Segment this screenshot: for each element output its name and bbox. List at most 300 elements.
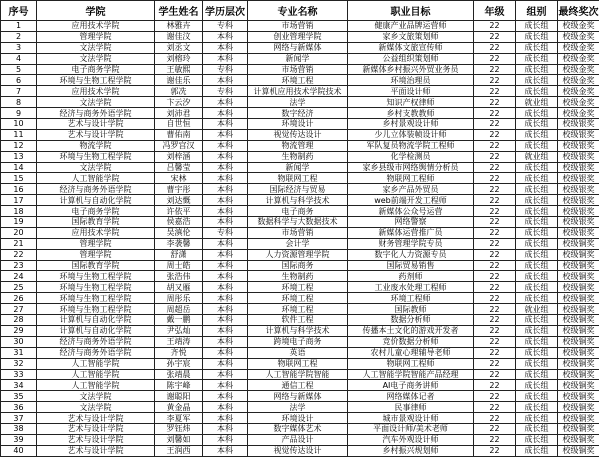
cell-major: 环境设计 [248, 413, 348, 424]
cell-index: 17 [1, 195, 37, 206]
cell-grade: 22 [474, 402, 516, 413]
cell-student-name: 周超岳 [155, 304, 203, 315]
cell-education-level: 本科 [203, 31, 248, 42]
cell-education-level: 本科 [203, 369, 248, 380]
cell-student-name: 王润西 [155, 445, 203, 456]
cell-grade: 22 [474, 75, 516, 86]
table-row [1, 358, 599, 369]
cell-final-award: 校级银奖 [558, 173, 599, 184]
table-row [1, 86, 599, 97]
cell-career-goal: 军队复员物流学院工程师 [348, 140, 474, 151]
table-row [1, 325, 599, 336]
cell-final-award: 校级金奖 [558, 97, 599, 108]
cell-college: 经济与商务外语学院 [37, 347, 155, 358]
cell-college: 文法学院 [37, 42, 155, 53]
cell-group: 成长组 [516, 380, 558, 391]
cell-college: 艺术与设计学院 [37, 423, 155, 434]
table-row [1, 129, 599, 140]
cell-college: 管理学院 [37, 249, 155, 260]
cell-career-goal: 化学检测员 [348, 151, 474, 162]
cell-group: 成长组 [516, 217, 558, 228]
cell-education-level: 本科 [203, 140, 248, 151]
cell-career-goal: 数字化人力资源专员 [348, 249, 474, 260]
cell-education-level: 本科 [203, 358, 248, 369]
cell-group: 成长组 [516, 434, 558, 445]
cell-education-level: 本科 [203, 184, 248, 195]
cell-grade: 22 [474, 129, 516, 140]
cell-major: 新闻学 [248, 162, 348, 173]
cell-major: 物流管理 [248, 140, 348, 151]
cell-index: 24 [1, 271, 37, 282]
cell-grade: 22 [474, 315, 516, 326]
cell-final-award: 校级铜奖 [558, 293, 599, 304]
cell-major: 市场营销 [248, 64, 348, 75]
cell-college: 管理学院 [37, 31, 155, 42]
cell-student-name: 卞云汐 [155, 97, 203, 108]
cell-final-award: 校级铜奖 [558, 271, 599, 282]
cell-college: 应用技术学院 [37, 21, 155, 32]
cell-student-name: 周彤乐 [155, 293, 203, 304]
cell-group: 成长组 [516, 293, 558, 304]
cell-career-goal: 新媒体乡村振兴外贸业务员 [348, 64, 474, 75]
cell-career-goal: 物联网工程师 [348, 173, 474, 184]
cell-education-level: 本科 [203, 42, 248, 53]
cell-group: 就业组 [516, 97, 558, 108]
cell-career-goal: 乡村支教教师 [348, 108, 474, 119]
cell-final-award: 校级银奖 [558, 206, 599, 217]
cell-group: 成长组 [516, 206, 558, 217]
cell-grade: 22 [474, 282, 516, 293]
cell-education-level: 本科 [203, 380, 248, 391]
cell-student-name: 曹佑南 [155, 129, 203, 140]
cell-grade: 22 [474, 21, 516, 32]
cell-final-award: 校级铜奖 [558, 347, 599, 358]
cell-index: 13 [1, 151, 37, 162]
cell-final-award: 校级铜奖 [558, 391, 599, 402]
cell-grade: 22 [474, 173, 516, 184]
cell-major: 环境设计 [248, 119, 348, 130]
cell-grade: 22 [474, 336, 516, 347]
cell-group: 成长组 [516, 391, 558, 402]
cell-group: 成长组 [516, 75, 558, 86]
cell-final-award: 校级金奖 [558, 31, 599, 42]
cell-final-award: 校级银奖 [558, 217, 599, 228]
table-row [1, 413, 599, 424]
cell-college: 人工智能学院 [37, 358, 155, 369]
cell-college: 电子商务学院 [37, 206, 155, 217]
cell-career-goal: 家乡产品外贸员 [348, 184, 474, 195]
cell-index: 15 [1, 173, 37, 184]
cell-index: 29 [1, 325, 37, 336]
cell-college: 经济与商务外语学院 [37, 108, 155, 119]
cell-college: 文法学院 [37, 402, 155, 413]
cell-grade: 22 [474, 358, 516, 369]
cell-final-award: 校级金奖 [558, 42, 599, 53]
cell-career-goal: 新媒体公众号运营 [348, 206, 474, 217]
cell-index: 39 [1, 434, 37, 445]
cell-final-award: 校级铜奖 [558, 445, 599, 456]
cell-group: 成长组 [516, 129, 558, 140]
cell-grade: 22 [474, 140, 516, 151]
cell-education-level: 本科 [203, 217, 248, 228]
cell-major: 视觉传达设计 [248, 445, 348, 456]
cell-grade: 22 [474, 64, 516, 75]
cell-college: 环境与生物工程学院 [37, 304, 155, 315]
cell-group: 成长组 [516, 21, 558, 32]
table-row [1, 380, 599, 391]
cell-index: 40 [1, 445, 37, 456]
cell-grade: 22 [474, 347, 516, 358]
cell-group: 就业组 [516, 304, 558, 315]
cell-student-name: 许依平 [155, 206, 203, 217]
cell-final-award: 校级铜奖 [558, 260, 599, 271]
cell-group: 成长组 [516, 86, 558, 97]
table-row [1, 434, 599, 445]
cell-college: 文法学院 [37, 97, 155, 108]
cell-group: 成长组 [516, 402, 558, 413]
cell-career-goal: 城市景观设计师 [348, 413, 474, 424]
table-row [1, 391, 599, 402]
cell-final-award: 校级铜奖 [558, 304, 599, 315]
table-row [1, 119, 599, 130]
cell-final-award: 校级铜奖 [558, 380, 599, 391]
cell-grade: 22 [474, 108, 516, 119]
table-row [1, 195, 599, 206]
table-row [1, 108, 599, 119]
column-header-college: 学院 [37, 1, 155, 21]
cell-final-award: 校级铜奖 [558, 413, 599, 424]
cell-student-name: 舒潇 [155, 249, 203, 260]
cell-college: 物流学院 [37, 140, 155, 151]
cell-major: 法学 [248, 402, 348, 413]
cell-career-goal: 知识产权律师 [348, 97, 474, 108]
cell-group: 成长组 [516, 347, 558, 358]
cell-college: 艺术与设计学院 [37, 434, 155, 445]
cell-college: 电子商务学院 [37, 64, 155, 75]
cell-final-award: 校级铜奖 [558, 238, 599, 249]
cell-education-level: 本科 [203, 402, 248, 413]
table-row [1, 53, 599, 64]
cell-group: 成长组 [516, 162, 558, 173]
cell-student-name: 宋林 [155, 173, 203, 184]
cell-final-award: 校级金奖 [558, 108, 599, 119]
cell-final-award: 校级铜奖 [558, 336, 599, 347]
cell-major: 网络与新媒体 [248, 42, 348, 53]
cell-major: 新闻学 [248, 53, 348, 64]
cell-student-name: 吕馨莹 [155, 162, 203, 173]
cell-student-name: 王靖涛 [155, 336, 203, 347]
cell-career-goal: 家乡县级市网络舆情分析员 [348, 162, 474, 173]
cell-index: 14 [1, 162, 37, 173]
cell-college: 环境与生物工程学院 [37, 271, 155, 282]
cell-college: 环境与生物工程学院 [37, 151, 155, 162]
cell-index: 19 [1, 217, 37, 228]
cell-grade: 22 [474, 53, 516, 64]
cell-index: 35 [1, 391, 37, 402]
table-row [1, 206, 599, 217]
column-header-career-goal: 职业目标 [348, 1, 474, 21]
cell-grade: 22 [474, 325, 516, 336]
table-row [1, 173, 599, 184]
cell-final-award: 校级铜奖 [558, 358, 599, 369]
cell-index: 28 [1, 315, 37, 326]
cell-final-award: 校级金奖 [558, 86, 599, 97]
cell-career-goal: 工业废水处理工程师 [348, 282, 474, 293]
table-row [1, 293, 599, 304]
cell-index: 33 [1, 369, 37, 380]
cell-major: 环境工程 [248, 304, 348, 315]
table-row [1, 271, 599, 282]
cell-group: 成长组 [516, 42, 558, 53]
cell-grade: 22 [474, 162, 516, 173]
cell-student-name: 谢佳乐 [155, 75, 203, 86]
cell-major: 国际经济与贸易 [248, 184, 348, 195]
cell-career-goal: 新媒体文旅宣传师 [348, 42, 474, 53]
cell-index: 22 [1, 249, 37, 260]
cell-major: 计算机应用技术学院技术 [248, 86, 348, 97]
cell-college: 艺术与设计学院 [37, 129, 155, 140]
table-row [1, 97, 599, 108]
cell-career-goal: 网络媒体记者 [348, 391, 474, 402]
cell-education-level: 本科 [203, 304, 248, 315]
cell-student-name: 郭冼 [155, 86, 203, 97]
cell-grade: 22 [474, 413, 516, 424]
cell-career-goal: 新媒体运营推广员 [348, 227, 474, 238]
cell-college: 环境与生物工程学院 [37, 293, 155, 304]
cell-student-name: 戴一鹏 [155, 315, 203, 326]
cell-career-goal: 平面设计师/美术老师 [348, 423, 474, 434]
cell-index: 3 [1, 42, 37, 53]
cell-grade: 22 [474, 304, 516, 315]
cell-group: 成长组 [516, 64, 558, 75]
table-row [1, 423, 599, 434]
cell-final-award: 校级金奖 [558, 75, 599, 86]
cell-education-level: 本科 [203, 195, 248, 206]
cell-major: 国际商务 [248, 260, 348, 271]
cell-grade: 22 [474, 445, 516, 456]
cell-education-level: 本科 [203, 53, 248, 64]
cell-major: 会计学 [248, 238, 348, 249]
cell-college: 计算机与自动化学院 [37, 315, 155, 326]
cell-index: 18 [1, 206, 37, 217]
cell-index: 1 [1, 21, 37, 32]
cell-student-name: 吴滇伦 [155, 227, 203, 238]
cell-group: 成长组 [516, 260, 558, 271]
cell-final-award: 校级金奖 [558, 64, 599, 75]
cell-college: 应用技术学院 [37, 86, 155, 97]
cell-career-goal: 环境工程师 [348, 293, 474, 304]
cell-education-level: 本科 [203, 271, 248, 282]
column-header-group: 组别 [516, 1, 558, 21]
cell-final-award: 校级铜奖 [558, 325, 599, 336]
cell-final-award: 校级铜奖 [558, 282, 599, 293]
cell-student-name: 谢佳汶 [155, 31, 203, 42]
cell-student-name: 自世恒 [155, 119, 203, 130]
column-header-major: 专业名称 [248, 1, 348, 21]
cell-college: 经济与商务外语学院 [37, 184, 155, 195]
cell-index: 37 [1, 413, 37, 424]
cell-education-level: 本科 [203, 293, 248, 304]
cell-group: 成长组 [516, 195, 558, 206]
cell-index: 30 [1, 336, 37, 347]
cell-grade: 22 [474, 249, 516, 260]
cell-index: 34 [1, 380, 37, 391]
table-row [1, 151, 599, 162]
cell-student-name: 侯嘉浩 [155, 217, 203, 228]
cell-student-name: 陈宇峰 [155, 380, 203, 391]
cell-grade: 22 [474, 184, 516, 195]
cell-college: 艺术与设计学院 [37, 413, 155, 424]
table-row [1, 315, 599, 326]
cell-career-goal: 民事律师 [348, 402, 474, 413]
cell-career-goal: 公益组织策划师 [348, 53, 474, 64]
cell-major: 数字经济 [248, 108, 348, 119]
cell-student-name: 冯罗宫汉 [155, 140, 203, 151]
cell-education-level: 本科 [203, 129, 248, 140]
cell-education-level: 本科 [203, 249, 248, 260]
cell-grade: 22 [474, 293, 516, 304]
cell-final-award: 校级银奖 [558, 195, 599, 206]
cell-group: 成长组 [516, 445, 558, 456]
cell-index: 10 [1, 119, 37, 130]
table-row [1, 402, 599, 413]
cell-grade: 22 [474, 391, 516, 402]
cell-college: 计算机与自动化学院 [37, 325, 155, 336]
cell-group: 成长组 [516, 358, 558, 369]
cell-career-goal: AI电子商务讲师 [348, 380, 474, 391]
cell-index: 4 [1, 53, 37, 64]
cell-group: 成长组 [516, 31, 558, 42]
table-row [1, 162, 599, 173]
cell-index: 23 [1, 260, 37, 271]
cell-major: 环境工程 [248, 293, 348, 304]
cell-college: 管理学院 [37, 238, 155, 249]
cell-career-goal: 网络警察 [348, 217, 474, 228]
cell-group: 成长组 [516, 173, 558, 184]
cell-education-level: 专科 [203, 227, 248, 238]
cell-major: 人工智能学院智能 [248, 369, 348, 380]
cell-student-name: 李袭馨 [155, 238, 203, 249]
table-row [1, 217, 599, 228]
cell-student-name: 胡又雁 [155, 282, 203, 293]
cell-index: 8 [1, 97, 37, 108]
cell-major: 物联网工程 [248, 358, 348, 369]
column-header-student-name: 学生姓名 [155, 1, 203, 21]
cell-education-level: 本科 [203, 260, 248, 271]
cell-career-goal: 人工智能学院智能产品经理 [348, 369, 474, 380]
cell-grade: 22 [474, 369, 516, 380]
cell-education-level: 本科 [203, 423, 248, 434]
cell-major: 网络与新媒体 [248, 391, 348, 402]
cell-career-goal: 少儿立体装帧设计师 [348, 129, 474, 140]
cell-education-level: 本科 [203, 119, 248, 130]
cell-major: 市场营销 [248, 21, 348, 32]
cell-grade: 22 [474, 423, 516, 434]
cell-college: 计算机与自动化学院 [37, 195, 155, 206]
cell-final-award: 校级铜奖 [558, 369, 599, 380]
cell-career-goal: 传播本土文化的游戏开发者 [348, 325, 474, 336]
cell-career-goal: 平面设计师 [348, 86, 474, 97]
cell-career-goal: 药剂师 [348, 271, 474, 282]
cell-grade: 22 [474, 227, 516, 238]
cell-student-name: 刘馨如 [155, 434, 203, 445]
cell-group: 成长组 [516, 238, 558, 249]
cell-student-name: 孙宇宸 [155, 358, 203, 369]
cell-career-goal: 财务管理学院专员 [348, 238, 474, 249]
cell-final-award: 校级金奖 [558, 53, 599, 64]
cell-student-name: 张靖晨 [155, 369, 203, 380]
cell-major: 环境工程 [248, 75, 348, 86]
cell-group: 成长组 [516, 53, 558, 64]
cell-education-level: 专科 [203, 64, 248, 75]
column-header-education-level: 学历层次 [203, 1, 248, 21]
table-row [1, 64, 599, 75]
cell-student-name: 刘丞文 [155, 42, 203, 53]
cell-grade: 22 [474, 217, 516, 228]
cell-grade: 22 [474, 206, 516, 217]
cell-education-level: 本科 [203, 325, 248, 336]
column-header-final-award: 最终奖次 [558, 1, 599, 21]
cell-major: 数字媒体艺术 [248, 423, 348, 434]
cell-group: 成长组 [516, 325, 558, 336]
cell-group: 成长组 [516, 423, 558, 434]
cell-education-level: 本科 [203, 108, 248, 119]
table-row [1, 227, 599, 238]
cell-education-level: 本科 [203, 75, 248, 86]
cell-index: 25 [1, 282, 37, 293]
cell-grade: 22 [474, 97, 516, 108]
cell-education-level: 本科 [203, 445, 248, 456]
cell-group: 成长组 [516, 315, 558, 326]
cell-final-award: 校级铜奖 [558, 434, 599, 445]
cell-grade: 22 [474, 86, 516, 97]
cell-education-level: 本科 [203, 282, 248, 293]
cell-college: 人工智能学院 [37, 173, 155, 184]
table-row [1, 75, 599, 86]
cell-education-level: 专科 [203, 86, 248, 97]
cell-education-level: 本科 [203, 206, 248, 217]
cell-career-goal: 健康产业品牌运营师 [348, 21, 474, 32]
cell-major: 市场营销 [248, 227, 348, 238]
cell-career-goal: 乡村振兴规划师 [348, 445, 474, 456]
cell-grade: 22 [474, 380, 516, 391]
cell-index: 11 [1, 129, 37, 140]
cell-career-goal: 家乡文旅策划师 [348, 31, 474, 42]
cell-education-level: 本科 [203, 347, 248, 358]
table-row [1, 445, 599, 456]
cell-final-award: 校级铜奖 [558, 402, 599, 413]
cell-college: 环境与生物工程学院 [37, 282, 155, 293]
cell-grade: 22 [474, 151, 516, 162]
cell-college: 人工智能学院 [37, 369, 155, 380]
cell-index: 21 [1, 238, 37, 249]
cell-index: 32 [1, 358, 37, 369]
cell-career-goal: 汽车外观设计师 [348, 434, 474, 445]
cell-student-name: 周士皓 [155, 260, 203, 271]
table-row [1, 347, 599, 358]
column-header-index: 序号 [1, 1, 37, 21]
cell-student-name: 齐悦 [155, 347, 203, 358]
table-row [1, 249, 599, 260]
cell-major: 软件工程 [248, 315, 348, 326]
column-header-grade: 年级 [474, 1, 516, 21]
cell-final-award: 校级银奖 [558, 227, 599, 238]
cell-major: 人力资源管理学院 [248, 249, 348, 260]
cell-group: 成长组 [516, 108, 558, 119]
table-row [1, 42, 599, 53]
cell-student-name: 张浩伟 [155, 271, 203, 282]
cell-major: 法学 [248, 97, 348, 108]
